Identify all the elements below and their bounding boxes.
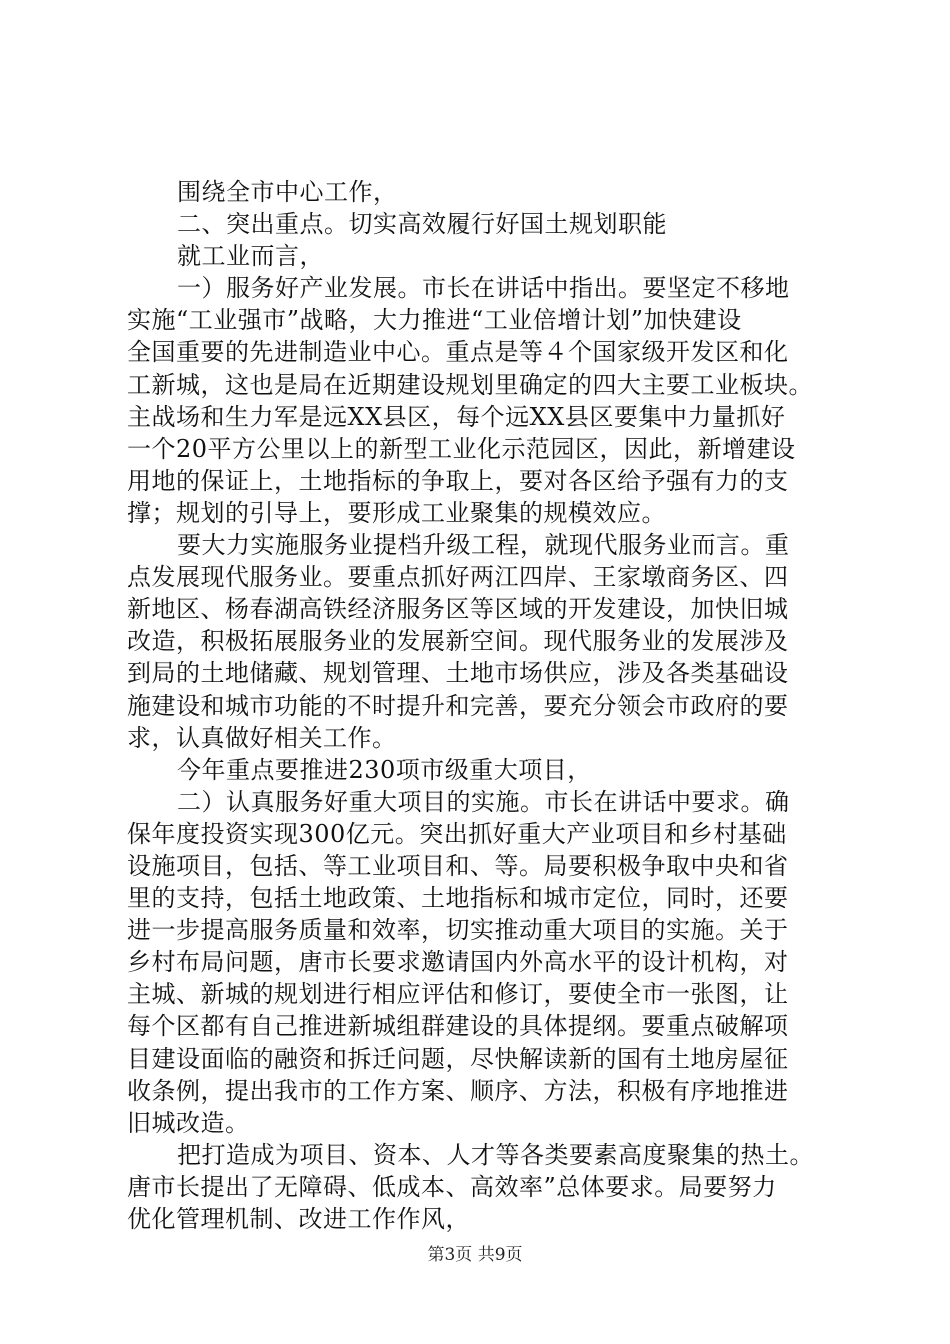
text-line: 主战场和生力军是远XX县区，每个远XX县区要集中力量抓好 [127,402,786,431]
paragraph-start: 二）认真服务好重大项目的实施。市长在讲话中要求。确 [177,787,790,816]
text-line: 实施“工业强市”战略，大力推进“工业倍增计划”加快建设 [127,306,742,335]
text-line: 每个区都有自己推进新城组群建设的具体提纲。要重点破解项 [127,1012,789,1041]
paragraph-start: 一）服务好产业发展。市长在讲话中指出。要坚定不移地 [177,274,790,303]
section-heading: 二、突出重点。切实高效履行好国土规划职能 [177,210,667,239]
paragraph-start: 今年重点要推进230项市级重大项目， [177,755,592,784]
text-line: 目建设面临的融资和拆迁问题，尽快解读新的国有土地房屋征 [127,1044,789,1073]
page-footer [0,1240,950,1265]
text-line: 一个20平方公里以上的新型工业化示范园区，因此，新增建设 [127,434,796,463]
text-line: 就工业而言， [177,242,324,271]
document-body [127,176,847,1235]
text-line: 设施项目，包括、等工业项目和、等。局要积极争取中央和省 [127,851,789,880]
text-line: 里的支持，包括土地政策、土地指标和城市定位，同时，还要 [127,884,789,913]
text-line: 施建设和城市功能的不时提升和完善，要充分领会市政府的要 [127,691,789,720]
text-line: 乡村布局问题，唐市长要求邀请国内外高水平的设计机构，对 [127,948,789,977]
text-line: 全国重要的先进制造业中心。重点是等４个国家级开发区和化 [127,338,789,367]
text-line: 撑；规划的引导上，要形成工业聚集的规模效应。 [127,498,666,527]
text-line: 点发展现代服务业。要重点抓好两江四岸、王家墩商务区、四 [127,563,789,592]
text-line: 求，认真做好相关工作。 [127,723,397,752]
text-line: 用地的保证上，土地指标的争取上，要对各区给予强有力的支 [127,466,789,495]
text-line: 保年度投资实现300亿元。突出抓好重大产业项目和乡村基础 [127,819,787,848]
page-number: 第3页 共9页 [427,1245,523,1265]
paragraph-start: 把打造成为项目、资本、人才等各类要素高度聚集的热土。 [177,1140,814,1169]
text-line: 优化管理机制、改进工作作风， [127,1205,470,1233]
text-line: 围绕全市中心工作， [177,178,398,206]
text-line: 旧城改造。 [127,1108,250,1137]
text-line: 唐市长提出了无障碍、低成本、高效率”总体要求。局要努力 [127,1172,777,1201]
text-line: 工新城，这也是局在近期建设规划里确定的四大主要工业板块。 [127,370,813,399]
text-line: 改造，积极拓展服务业的发展新空间。现代服务业的发展涉及 [127,627,789,656]
text-line: 主城、新城的规划进行相应评估和修订，要使全市一张图，让 [127,980,789,1009]
text-line: 收条例，提出我市的工作方案、顺序、方法，积极有序地推进 [127,1076,789,1105]
text-line: 到局的土地储藏、规划管理、土地市场供应，涉及各类基础设 [127,659,789,688]
paragraph-start: 要大力实施服务业提档升级工程，就现代服务业而言。重 [177,531,790,560]
text-line: 新地区、杨春湖高铁经济服务区等区域的开发建设，加快旧城 [127,595,789,624]
text-line: 进一步提高服务质量和效率，切实推动重大项目的实施。关于 [127,916,789,945]
